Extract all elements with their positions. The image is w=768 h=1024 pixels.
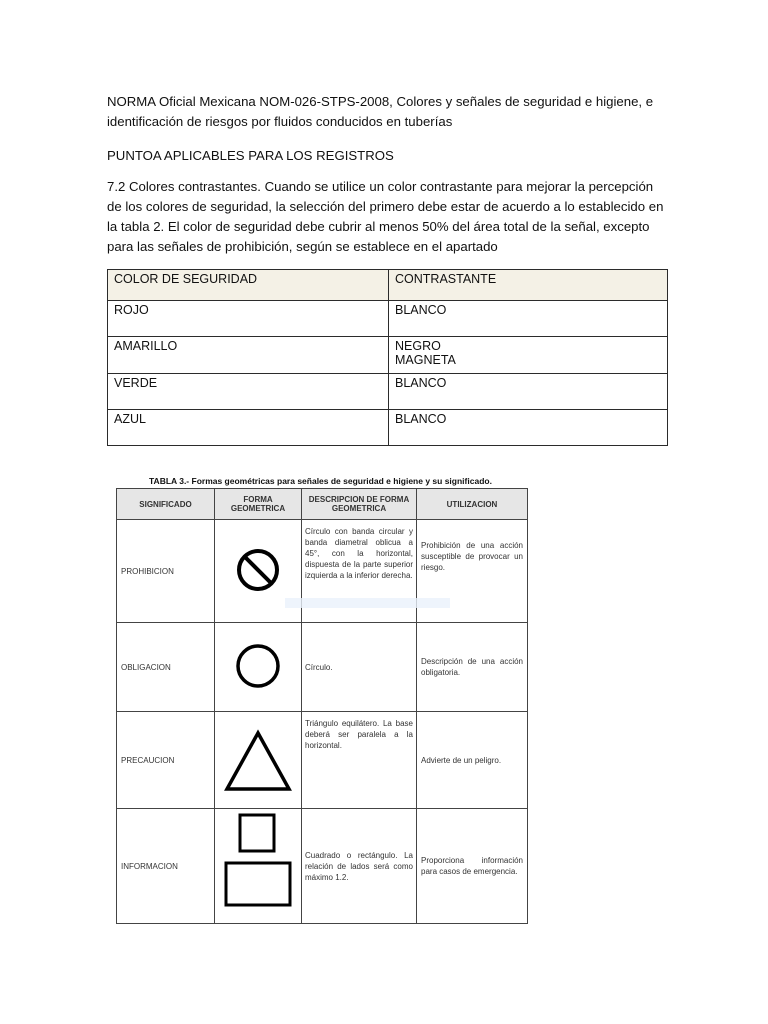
contrast-value: BLANCO bbox=[395, 303, 447, 317]
triangle-icon bbox=[218, 717, 298, 801]
table-row bbox=[108, 301, 668, 337]
contrast-cell bbox=[389, 374, 668, 410]
square-rectangle-icon bbox=[215, 811, 301, 919]
color-contrast-table bbox=[107, 269, 668, 446]
shape-cell bbox=[215, 623, 302, 712]
contrast-cell bbox=[389, 301, 668, 337]
section-heading: PUNTOA APLICABLES PARA LOS REGISTROS bbox=[107, 148, 394, 163]
utilizacion-cell: Descripción de una acción obligatoria. bbox=[417, 623, 528, 712]
table-row bbox=[108, 410, 668, 446]
contrast-value: MAGNETA bbox=[395, 353, 456, 367]
color-cell: AMARILLO bbox=[108, 337, 389, 374]
color-cell: VERDE bbox=[108, 374, 389, 410]
descripcion-cell: Círculo. bbox=[302, 623, 417, 712]
contrast-value: BLANCO bbox=[395, 412, 447, 426]
geometric-shapes-table bbox=[116, 488, 528, 924]
table-row bbox=[117, 623, 528, 712]
shape-cell bbox=[215, 809, 302, 924]
shape-cell bbox=[215, 712, 302, 809]
header-significado: SIGNIFICADO bbox=[117, 489, 215, 520]
header-utilizacion: UTILIZACION bbox=[417, 489, 528, 520]
table-row bbox=[117, 809, 528, 924]
contrast-value: NEGRO bbox=[395, 339, 441, 353]
table-header-row bbox=[108, 270, 668, 301]
contrast-cell bbox=[389, 410, 668, 446]
document-title: NORMA Oficial Mexicana NOM-026-STPS-2008, Colores y señales de seguridad e higiene, e identificación de riesgos por fluidos conducidos en tuberías bbox=[107, 94, 654, 129]
color-cell: ROJO bbox=[108, 301, 389, 337]
utilizacion-cell: Prohibición de una acción susceptible de provocar un riesgo. bbox=[417, 520, 528, 623]
shapes-header-row bbox=[117, 489, 528, 520]
header-contrast: CONTRASTANTE bbox=[389, 270, 668, 301]
circle-icon bbox=[218, 626, 298, 706]
significado-cell: OBLIGACION bbox=[117, 623, 215, 712]
utilizacion-cell: Advierte de un peligro. bbox=[417, 712, 528, 809]
color-cell: AZUL bbox=[108, 410, 389, 446]
descripcion-cell: Triángulo equilátero. La base deberá ser paralela a la horizontal. bbox=[302, 712, 417, 809]
table-row bbox=[108, 374, 668, 410]
header-descripcion: DESCRIPCION DE FORMA GEOMETRICA bbox=[302, 489, 417, 520]
faint-watermark-strip bbox=[285, 598, 450, 608]
descripcion-cell: Círculo con banda circular y banda diametral oblicua a 45°, con la horizontal, dispuesta de la parte superior izquierda a la inferior derecha. bbox=[302, 520, 417, 623]
table-row bbox=[117, 712, 528, 809]
table-row bbox=[108, 337, 668, 374]
header-forma: FORMA GEOMETRICA bbox=[215, 489, 302, 520]
significado-cell: INFORMACION bbox=[117, 809, 215, 924]
figure-caption: TABLA 3.- Formas geométricas para señales de seguridad e higiene y su significado. bbox=[149, 476, 492, 486]
descripcion-cell: Cuadrado o rectángulo. La relación de lados será como máximo 1.2. bbox=[302, 809, 417, 924]
significado-cell: PRECAUCION bbox=[117, 712, 215, 809]
header-color: COLOR DE SEGURIDAD bbox=[108, 270, 389, 301]
contrast-value: BLANCO bbox=[395, 376, 447, 390]
contrast-cell bbox=[389, 337, 668, 374]
body-paragraph: 7.2 Colores contrastantes. Cuando se utilice un color contrastante para mejorar la percepción de los colores de seguridad, la selección del primero debe estar de acuerdo a lo establecido en la tabla 2. El color de seguridad debe cubrir al menos 50% del área total de la señal, excepto para las señales de prohibición, según se establece en el apartado bbox=[107, 179, 664, 254]
utilizacion-cell: Proporciona información para casos de emergencia. bbox=[417, 809, 528, 924]
significado-cell: PROHIBICION bbox=[117, 520, 215, 623]
